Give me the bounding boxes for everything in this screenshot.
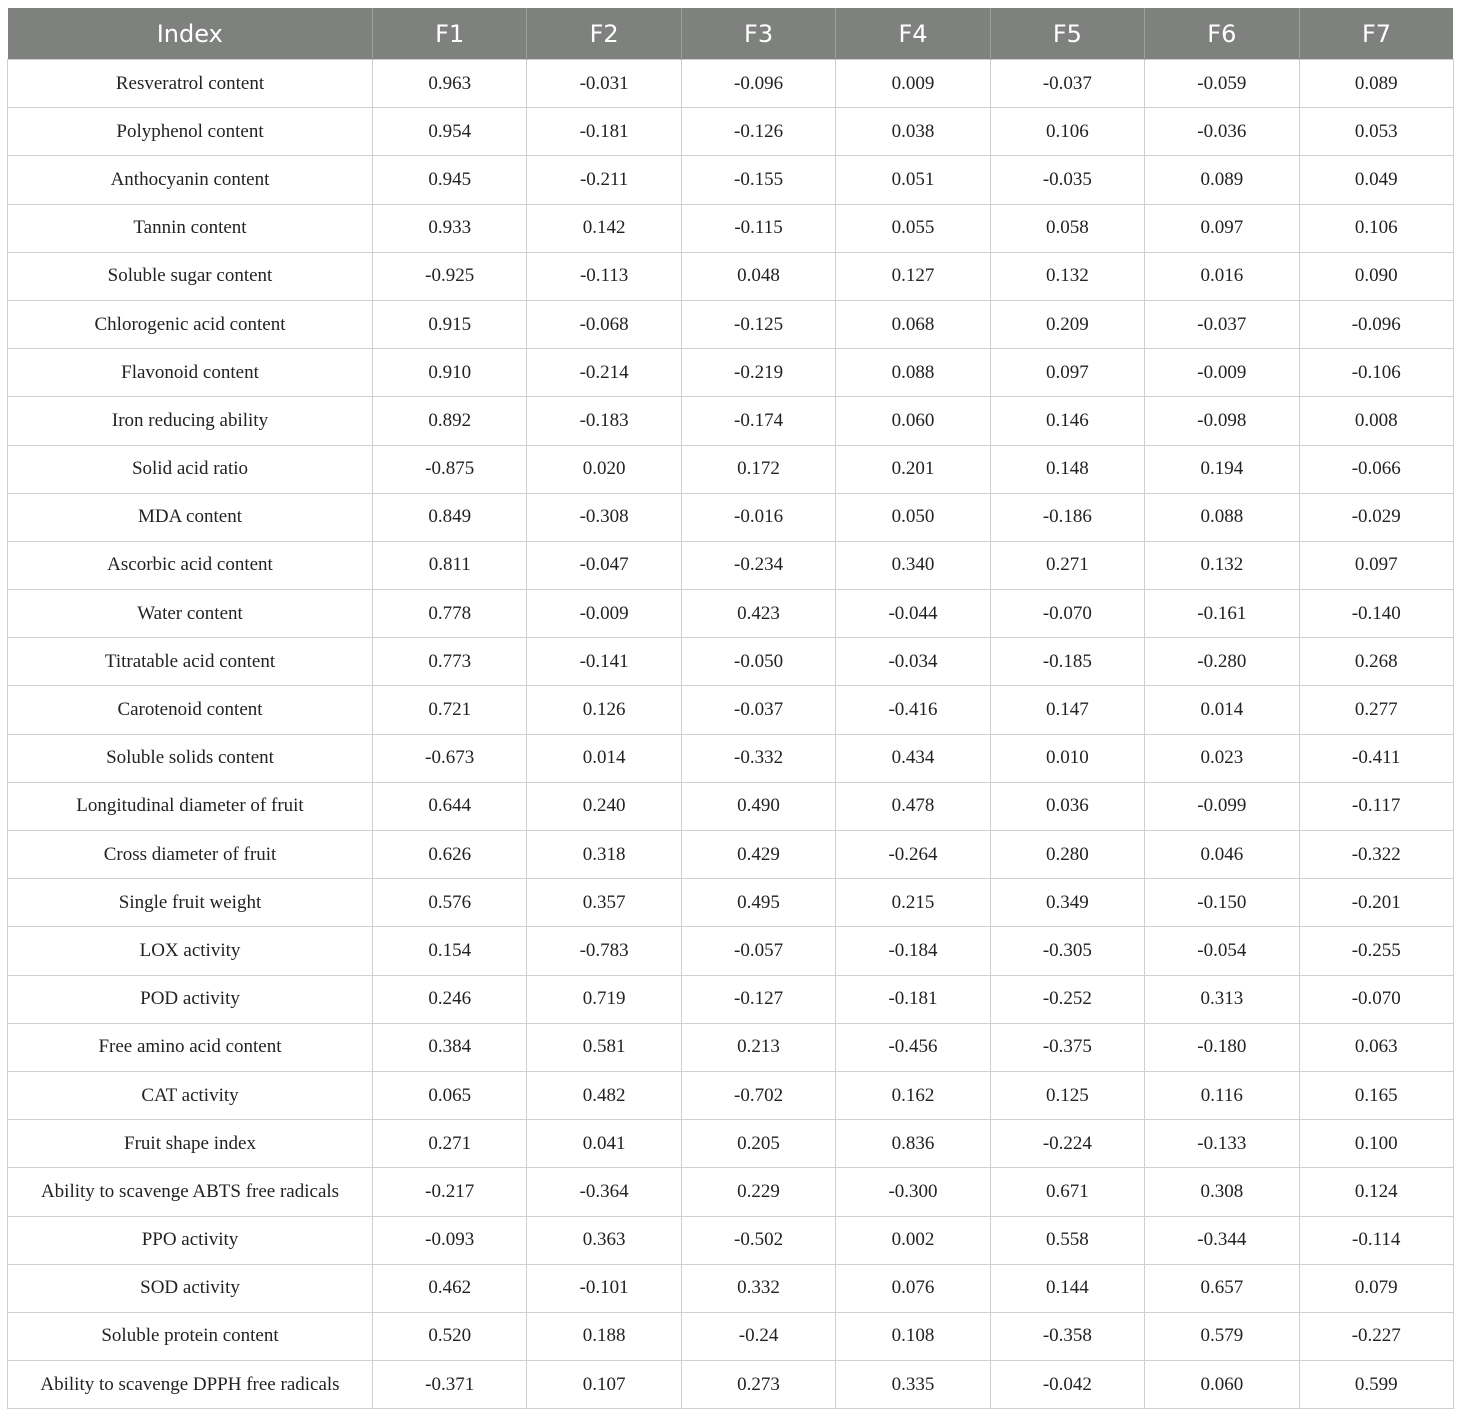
loading-value-cell: -0.037	[990, 60, 1144, 108]
loading-value-cell: 0.065	[373, 1071, 527, 1119]
loading-value-cell: 0.558	[990, 1216, 1144, 1264]
loading-value-cell: -0.057	[681, 927, 835, 975]
loading-value-cell: 0.280	[990, 831, 1144, 879]
loading-value-cell: 0.002	[836, 1216, 990, 1264]
loading-value-cell: 0.100	[1299, 1120, 1453, 1168]
table-header	[8, 8, 1454, 60]
loading-value-cell: -0.035	[990, 156, 1144, 204]
loading-value-cell: 0.271	[990, 541, 1144, 589]
loading-value-cell: 0.933	[373, 204, 527, 252]
loading-value-cell: -0.875	[373, 445, 527, 493]
loading-value-cell: 0.478	[836, 782, 990, 830]
loading-value-cell: 0.089	[1299, 60, 1453, 108]
loading-value-cell: 0.116	[1145, 1071, 1299, 1119]
loading-value-cell: 0.335	[836, 1361, 990, 1409]
loading-value-cell: 0.963	[373, 60, 527, 108]
row-label-cell: Ability to scavenge ABTS free radicals	[8, 1168, 373, 1216]
loading-value-cell: -0.255	[1299, 927, 1453, 975]
loading-value-cell: -0.101	[527, 1264, 681, 1312]
loading-value-cell: -0.114	[1299, 1216, 1453, 1264]
table-row	[8, 156, 1454, 204]
loading-value-cell: 0.014	[527, 734, 681, 782]
loading-value-cell: -0.174	[681, 397, 835, 445]
loading-value-cell: 0.423	[681, 590, 835, 638]
loading-value-cell: 0.023	[1145, 734, 1299, 782]
loading-value-cell: -0.783	[527, 927, 681, 975]
loading-value-cell: -0.344	[1145, 1216, 1299, 1264]
loading-value-cell: 0.482	[527, 1071, 681, 1119]
loading-value-cell: -0.375	[990, 1023, 1144, 1071]
row-label-cell: Flavonoid content	[8, 349, 373, 397]
loading-value-cell: 0.046	[1145, 831, 1299, 879]
loading-value-cell: -0.217	[373, 1168, 527, 1216]
column-header-f4: F4	[836, 8, 990, 60]
loading-value-cell: 0.132	[990, 252, 1144, 300]
loading-value-cell: 0.268	[1299, 638, 1453, 686]
factor-loading-table-container	[7, 8, 1453, 1409]
loading-value-cell: -0.113	[527, 252, 681, 300]
loading-value-cell: 0.892	[373, 397, 527, 445]
loading-value-cell: -0.016	[681, 493, 835, 541]
loading-value-cell: 0.148	[990, 445, 1144, 493]
row-label-cell: POD activity	[8, 975, 373, 1023]
loading-value-cell: -0.068	[527, 300, 681, 348]
loading-value-cell: 0.107	[527, 1361, 681, 1409]
row-label-cell: Ability to scavenge DPPH free radicals	[8, 1361, 373, 1409]
loading-value-cell: -0.502	[681, 1216, 835, 1264]
loading-value-cell: 0.644	[373, 782, 527, 830]
row-label-cell: Chlorogenic acid content	[8, 300, 373, 348]
loading-value-cell: -0.185	[990, 638, 1144, 686]
row-label-cell: LOX activity	[8, 927, 373, 975]
loading-value-cell: -0.141	[527, 638, 681, 686]
loading-value-cell: 0.106	[1299, 204, 1453, 252]
row-label-cell: Solid acid ratio	[8, 445, 373, 493]
loading-value-cell: -0.183	[527, 397, 681, 445]
loading-value-cell: 0.076	[836, 1264, 990, 1312]
row-label-cell: Resveratrol content	[8, 60, 373, 108]
loading-value-cell: 0.050	[836, 493, 990, 541]
loading-value-cell: -0.009	[1145, 349, 1299, 397]
loading-value-cell: 0.318	[527, 831, 681, 879]
loading-value-cell: 0.671	[990, 1168, 1144, 1216]
loading-value-cell: 0.773	[373, 638, 527, 686]
loading-value-cell: 0.626	[373, 831, 527, 879]
row-label-cell: Polyphenol content	[8, 108, 373, 156]
row-label-cell: Iron reducing ability	[8, 397, 373, 445]
loading-value-cell: 0.778	[373, 590, 527, 638]
loading-value-cell: -0.201	[1299, 879, 1453, 927]
table-row	[8, 782, 1454, 830]
loading-value-cell: 0.246	[373, 975, 527, 1023]
loading-value-cell: 0.090	[1299, 252, 1453, 300]
table-row	[8, 1264, 1454, 1312]
table-row	[8, 1216, 1454, 1264]
column-header-f3: F3	[681, 8, 835, 60]
loading-value-cell: 0.462	[373, 1264, 527, 1312]
loading-value-cell: -0.044	[836, 590, 990, 638]
loading-value-cell: 0.162	[836, 1071, 990, 1119]
row-label-cell: Anthocyanin content	[8, 156, 373, 204]
column-header-f6: F6	[1145, 8, 1299, 60]
loading-value-cell: 0.088	[836, 349, 990, 397]
loading-value-cell: -0.066	[1299, 445, 1453, 493]
loading-value-cell: 0.721	[373, 686, 527, 734]
loading-value-cell: 0.172	[681, 445, 835, 493]
loading-value-cell: 0.357	[527, 879, 681, 927]
loading-value-cell: -0.155	[681, 156, 835, 204]
loading-value-cell: -0.280	[1145, 638, 1299, 686]
row-label-cell: SOD activity	[8, 1264, 373, 1312]
loading-value-cell: 0.490	[681, 782, 835, 830]
loading-value-cell: -0.371	[373, 1361, 527, 1409]
loading-value-cell: 0.132	[1145, 541, 1299, 589]
loading-value-cell: -0.925	[373, 252, 527, 300]
loading-value-cell: 0.240	[527, 782, 681, 830]
table-row	[8, 1312, 1454, 1360]
row-label-cell: Cross diameter of fruit	[8, 831, 373, 879]
loading-value-cell: 0.434	[836, 734, 990, 782]
loading-value-cell: 0.384	[373, 1023, 527, 1071]
loading-value-cell: 0.194	[1145, 445, 1299, 493]
loading-value-cell: 0.106	[990, 108, 1144, 156]
loading-value-cell: -0.702	[681, 1071, 835, 1119]
loading-value-cell: -0.358	[990, 1312, 1144, 1360]
table-row	[8, 108, 1454, 156]
column-header-f7: F7	[1299, 8, 1453, 60]
loading-value-cell: 0.229	[681, 1168, 835, 1216]
loading-value-cell: -0.117	[1299, 782, 1453, 830]
loading-value-cell: 0.599	[1299, 1361, 1453, 1409]
loading-value-cell: 0.719	[527, 975, 681, 1023]
table-row	[8, 493, 1454, 541]
loading-value-cell: 0.060	[836, 397, 990, 445]
table-row	[8, 831, 1454, 879]
loading-value-cell: -0.211	[527, 156, 681, 204]
loading-value-cell: 0.079	[1299, 1264, 1453, 1312]
loading-value-cell: 0.036	[990, 782, 1144, 830]
loading-value-cell: 0.048	[681, 252, 835, 300]
table-row	[8, 927, 1454, 975]
loading-value-cell: -0.184	[836, 927, 990, 975]
loading-value-cell: 0.811	[373, 541, 527, 589]
loading-value-cell: -0.305	[990, 927, 1144, 975]
column-header-f5: F5	[990, 8, 1144, 60]
loading-value-cell: 0.008	[1299, 397, 1453, 445]
loading-value-cell: -0.180	[1145, 1023, 1299, 1071]
loading-value-cell: 0.146	[990, 397, 1144, 445]
loading-value-cell: 0.009	[836, 60, 990, 108]
loading-value-cell: 0.581	[527, 1023, 681, 1071]
loading-value-cell: 0.277	[1299, 686, 1453, 734]
loading-value-cell: -0.070	[990, 590, 1144, 638]
loading-value-cell: 0.058	[990, 204, 1144, 252]
loading-value-cell: -0.096	[1299, 300, 1453, 348]
loading-value-cell: -0.070	[1299, 975, 1453, 1023]
loading-value-cell: 0.945	[373, 156, 527, 204]
loading-value-cell: -0.031	[527, 60, 681, 108]
loading-value-cell: -0.416	[836, 686, 990, 734]
loading-value-cell: -0.047	[527, 541, 681, 589]
loading-value-cell: -0.037	[681, 686, 835, 734]
loading-value-cell: -0.096	[681, 60, 835, 108]
loading-value-cell: -0.264	[836, 831, 990, 879]
loading-value-cell: 0.097	[990, 349, 1144, 397]
loading-value-cell: -0.133	[1145, 1120, 1299, 1168]
loading-value-cell: 0.126	[527, 686, 681, 734]
loading-value-cell: 0.429	[681, 831, 835, 879]
row-label-cell: Ascorbic acid content	[8, 541, 373, 589]
row-label-cell: Free amino acid content	[8, 1023, 373, 1071]
loading-value-cell: -0.364	[527, 1168, 681, 1216]
loading-value-cell: -0.181	[527, 108, 681, 156]
loading-value-cell: 0.147	[990, 686, 1144, 734]
loading-value-cell: -0.099	[1145, 782, 1299, 830]
loading-value-cell: 0.020	[527, 445, 681, 493]
loading-value-cell: 0.520	[373, 1312, 527, 1360]
loading-value-cell: 0.014	[1145, 686, 1299, 734]
loading-value-cell: 0.495	[681, 879, 835, 927]
row-label-cell: MDA content	[8, 493, 373, 541]
loading-value-cell: -0.227	[1299, 1312, 1453, 1360]
loading-value-cell: -0.332	[681, 734, 835, 782]
loading-value-cell: 0.363	[527, 1216, 681, 1264]
loading-value-cell: -0.456	[836, 1023, 990, 1071]
loading-value-cell: -0.411	[1299, 734, 1453, 782]
factor-loading-table	[7, 8, 1454, 1409]
table-row	[8, 638, 1454, 686]
loading-value-cell: -0.037	[1145, 300, 1299, 348]
loading-value-cell: -0.214	[527, 349, 681, 397]
table-row	[8, 60, 1454, 108]
loading-value-cell: 0.088	[1145, 493, 1299, 541]
loading-value-cell: -0.186	[990, 493, 1144, 541]
loading-value-cell: 0.124	[1299, 1168, 1453, 1216]
loading-value-cell: -0.125	[681, 300, 835, 348]
column-header-f1: F1	[373, 8, 527, 60]
loading-value-cell: 0.060	[1145, 1361, 1299, 1409]
loading-value-cell: -0.054	[1145, 927, 1299, 975]
loading-value-cell: -0.042	[990, 1361, 1144, 1409]
loading-value-cell: -0.029	[1299, 493, 1453, 541]
row-label-cell: Longitudinal diameter of fruit	[8, 782, 373, 830]
header-row	[8, 8, 1454, 60]
loading-value-cell: -0.098	[1145, 397, 1299, 445]
loading-value-cell: 0.836	[836, 1120, 990, 1168]
loading-value-cell: 0.097	[1145, 204, 1299, 252]
table-row	[8, 879, 1454, 927]
row-label-cell: Soluble sugar content	[8, 252, 373, 300]
loading-value-cell: -0.234	[681, 541, 835, 589]
loading-value-cell: -0.059	[1145, 60, 1299, 108]
loading-value-cell: 0.049	[1299, 156, 1453, 204]
table-row	[8, 300, 1454, 348]
loading-value-cell: -0.673	[373, 734, 527, 782]
row-label-cell: CAT activity	[8, 1071, 373, 1119]
table-body	[8, 60, 1454, 1409]
loading-value-cell: -0.300	[836, 1168, 990, 1216]
loading-value-cell: 0.273	[681, 1361, 835, 1409]
loading-value-cell: 0.657	[1145, 1264, 1299, 1312]
loading-value-cell: -0.219	[681, 349, 835, 397]
loading-value-cell: -0.106	[1299, 349, 1453, 397]
table-row	[8, 1361, 1454, 1409]
loading-value-cell: 0.313	[1145, 975, 1299, 1023]
loading-value-cell: -0.252	[990, 975, 1144, 1023]
table-row	[8, 590, 1454, 638]
row-label-cell: PPO activity	[8, 1216, 373, 1264]
table-row	[8, 1120, 1454, 1168]
loading-value-cell: 0.068	[836, 300, 990, 348]
table-row	[8, 541, 1454, 589]
loading-value-cell: 0.144	[990, 1264, 1144, 1312]
table-row	[8, 445, 1454, 493]
loading-value-cell: 0.188	[527, 1312, 681, 1360]
loading-value-cell: 0.849	[373, 493, 527, 541]
row-label-cell: Soluble protein content	[8, 1312, 373, 1360]
loading-value-cell: 0.579	[1145, 1312, 1299, 1360]
loading-value-cell: -0.093	[373, 1216, 527, 1264]
loading-value-cell: -0.224	[990, 1120, 1144, 1168]
loading-value-cell: 0.016	[1145, 252, 1299, 300]
row-label-cell: Water content	[8, 590, 373, 638]
loading-value-cell: 0.142	[527, 204, 681, 252]
loading-value-cell: 0.910	[373, 349, 527, 397]
loading-value-cell: 0.125	[990, 1071, 1144, 1119]
table-row	[8, 349, 1454, 397]
loading-value-cell: -0.322	[1299, 831, 1453, 879]
loading-value-cell: -0.009	[527, 590, 681, 638]
loading-value-cell: 0.010	[990, 734, 1144, 782]
loading-value-cell: 0.201	[836, 445, 990, 493]
loading-value-cell: 0.055	[836, 204, 990, 252]
loading-value-cell: 0.089	[1145, 156, 1299, 204]
loading-value-cell: 0.340	[836, 541, 990, 589]
loading-value-cell: 0.154	[373, 927, 527, 975]
table-row	[8, 1023, 1454, 1071]
loading-value-cell: -0.115	[681, 204, 835, 252]
loading-value-cell: 0.205	[681, 1120, 835, 1168]
loading-value-cell: 0.165	[1299, 1071, 1453, 1119]
loading-value-cell: -0.036	[1145, 108, 1299, 156]
row-label-cell: Carotenoid content	[8, 686, 373, 734]
loading-value-cell: -0.127	[681, 975, 835, 1023]
table-row	[8, 734, 1454, 782]
row-label-cell: Tannin content	[8, 204, 373, 252]
loading-value-cell: 0.215	[836, 879, 990, 927]
loading-value-cell: 0.915	[373, 300, 527, 348]
loading-value-cell: -0.308	[527, 493, 681, 541]
loading-value-cell: 0.576	[373, 879, 527, 927]
loading-value-cell: 0.271	[373, 1120, 527, 1168]
table-row	[8, 975, 1454, 1023]
loading-value-cell: -0.181	[836, 975, 990, 1023]
row-label-cell: Soluble solids content	[8, 734, 373, 782]
loading-value-cell: 0.954	[373, 108, 527, 156]
row-label-cell: Titratable acid content	[8, 638, 373, 686]
loading-value-cell: 0.051	[836, 156, 990, 204]
loading-value-cell: 0.063	[1299, 1023, 1453, 1071]
loading-value-cell: -0.24	[681, 1312, 835, 1360]
loading-value-cell: 0.127	[836, 252, 990, 300]
loading-value-cell: -0.034	[836, 638, 990, 686]
table-row	[8, 397, 1454, 445]
column-header-index: Index	[8, 8, 373, 60]
table-row	[8, 204, 1454, 252]
loading-value-cell: -0.140	[1299, 590, 1453, 638]
table-row	[8, 252, 1454, 300]
table-row	[8, 1168, 1454, 1216]
loading-value-cell: 0.097	[1299, 541, 1453, 589]
loading-value-cell: 0.209	[990, 300, 1144, 348]
row-label-cell: Single fruit weight	[8, 879, 373, 927]
loading-value-cell: -0.161	[1145, 590, 1299, 638]
row-label-cell: Fruit shape index	[8, 1120, 373, 1168]
table-row	[8, 686, 1454, 734]
loading-value-cell: 0.213	[681, 1023, 835, 1071]
loading-value-cell: -0.150	[1145, 879, 1299, 927]
loading-value-cell: 0.041	[527, 1120, 681, 1168]
loading-value-cell: 0.053	[1299, 108, 1453, 156]
column-header-f2: F2	[527, 8, 681, 60]
loading-value-cell: 0.038	[836, 108, 990, 156]
loading-value-cell: -0.050	[681, 638, 835, 686]
table-row	[8, 1071, 1454, 1119]
loading-value-cell: 0.308	[1145, 1168, 1299, 1216]
loading-value-cell: 0.332	[681, 1264, 835, 1312]
loading-value-cell: 0.349	[990, 879, 1144, 927]
loading-value-cell: 0.108	[836, 1312, 990, 1360]
loading-value-cell: -0.126	[681, 108, 835, 156]
